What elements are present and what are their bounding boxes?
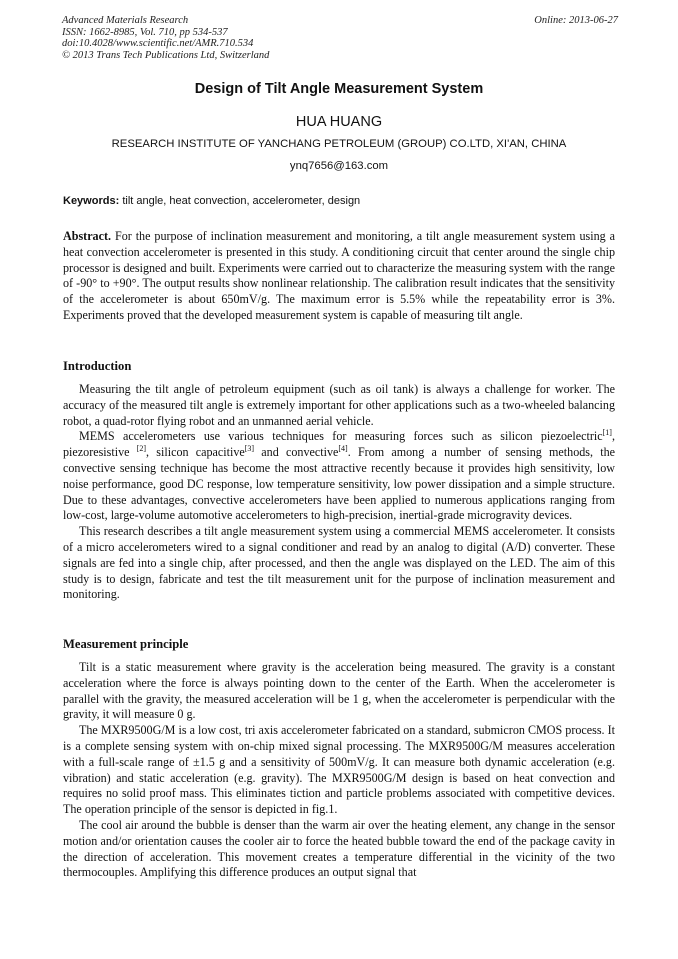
introduction-heading: Introduction <box>63 359 132 373</box>
introduction-section <box>63 382 615 603</box>
author-email: ynq7656@163.com <box>289 160 389 172</box>
journal-copyright: © 2013 Trans Tech Publications Ltd, Switzerland <box>62 49 270 61</box>
abstract-label: Abstract. <box>63 229 112 243</box>
measurement-paragraph-1: Tilt is a static measurement where gravity is the acceleration being measured. The gravity is a constant acceleration where the force is always pointing down to the center of the Earth. When the accelerometer is parallel with the gravity, the measured acceleration will be 1 g, when the accelerometer is perpendicular with the gravity, it will measure 0 g. <box>63 660 615 722</box>
citation-3[interactable]: [3] <box>244 444 255 454</box>
paper-title: Design of Tilt Angle Measurement System <box>194 81 484 97</box>
keywords-text: tilt angle, heat convection, accelerometer, design <box>122 195 361 207</box>
measurement-principle-heading: Measurement principle <box>63 637 189 651</box>
abstract-text: For the purpose of inclination measurement and monitoring, a tilt angle measurement system using a heat convection accelerometer is presented in this study. A conditioning circuit that center around the single chip processor is designed and built. Experiments were carried out to characterize the measuring system with the range of -90° to +90°. The output results show nonlinear relationship. The calibration result indicates that the sensitivity of the accelerometer is about 650mV/g. The maximum error is 5.5% while the repeatability error is 3%. Experiments proved that the developed measurement system is capable of measuring tilt angle. <box>63 229 615 322</box>
abstract <box>63 229 615 324</box>
introduction-paragraph-3: This research describes a tilt angle measurement system using a commercial MEMS accelerometer. It consists of a micro accelerometers wired to a signal conditioner and read by an analog to digital (A/D) converter. These signals are fed into a single chip, after processed, and then the angle was displayed on the LED. The aim of this study is to design, fabricate and test the tilt measurement unit for the purpose of inclination measurement and monitoring. <box>63 524 615 602</box>
citation-2[interactable]: [2] <box>136 444 147 454</box>
journal-issn: ISSN: 1662-8985, Vol. 710, pp 534-537 <box>62 26 228 38</box>
introduction-paragraph-2: MEMS accelerometers use various techniques for measuring forces such as silicon piezoelectric[1], piezoresistive [2], silicon capacitive[3] and convective[4]. From among a number of sensing methods, the convective sensing technique has become the most attractive recently because it provides high sensitivity, low noise performance, good DC response, low temperature sensitivity, low power dissipation and a simple structure. Due to these advantages, convective accelerometers have been applied to numerous applications ranging from low-cost, large-volume automotive accelerometers to high-precision, inertial-grade microgravity devices. <box>63 428 616 523</box>
author-name: HUA HUANG <box>295 114 383 130</box>
keywords <box>63 195 617 207</box>
online-date: Online: 2013-06-27 <box>534 15 618 26</box>
author-affiliation: RESEARCH INSTITUTE OF YANCHANG PETROLEUM (GROUP) CO.LTD, XI'AN, CHINA <box>111 138 567 150</box>
journal-doi: doi:10.4028/www.scientific.net/AMR.710.534 <box>62 38 254 49</box>
keywords-label: Keywords: <box>63 195 120 207</box>
measurement-principle-section <box>63 660 615 881</box>
measurement-paragraph-3: The cool air around the bubble is denser than the warm air over the heating element, any change in the sensor motion and/or orientation causes the cooler air to force the heated bubble toward the end of the package cavity in the direction of acceleration. This movement creates a temperature differential in the vicinity of the two thermocouples. Amplifying this difference produces an output signal that <box>63 817 615 880</box>
journal-header <box>62 15 618 61</box>
citation-1[interactable]: [1] <box>602 428 612 438</box>
measurement-paragraph-2: The MXR9500G/M is a low cost, tri axis accelerometer fabricated on a standard, submicron CMOS process. It is a complete sensing system with on-chip mixed signal processing. The MXR9500G/M measures acceleration with a full-scale range of ±1.5 g and a sensitivity of 500mV/g. It can measure both dynamic acceleration (e.g. vibration) and static acceleration (e.g. gravity). The MXR9500G/M design is based on heat convection and requires no solid proof mass. This eliminates tiction and particle problems associated with competitive devices. The operation principle of the sensor is depicted in fig.1. <box>63 723 615 817</box>
introduction-paragraph-1: Measuring the tilt angle of petroleum equipment (such as oil tank) is always a challenge for worker. The accuracy of the measured tilt angle is extremely important for other applications such as a two-wheeled balancing robot, a quad-rotor flying robot and an unmanned aerial vehicle. <box>63 382 615 428</box>
citation-4[interactable]: [4] <box>338 444 348 454</box>
journal-name: Advanced Materials Research <box>62 15 189 26</box>
